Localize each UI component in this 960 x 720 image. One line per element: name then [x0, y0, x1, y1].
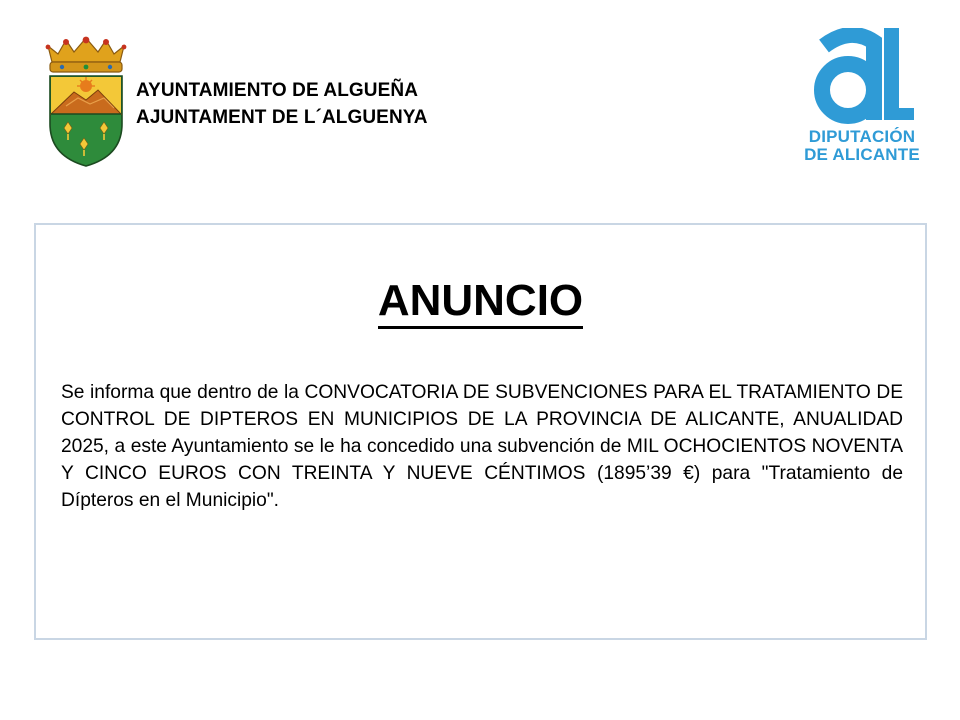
diputacion-alicante-logo — [800, 28, 924, 172]
notice-title-wrapper — [36, 275, 925, 329]
diputacion-wordmark-line2: DE ALICANTE — [804, 145, 920, 164]
coat-of-arms-icon — [44, 36, 128, 168]
diputacion-wordmark-line1: DIPUTACIÓN — [808, 127, 916, 146]
council-name-spanish: AYUNTAMIENTO DE ALGUEÑA — [136, 80, 419, 101]
notice-title: ANUNCIO — [378, 278, 583, 329]
council-names — [136, 77, 428, 131]
notice-box — [34, 223, 927, 640]
notice-body: Se informa que dentro de la CONVOCATORIA DE SUBVENCIONES PARA EL TRATAMIENTO DE CONTROL DE DIPTEROS EN MUNICIPIOS DE LA PROVINCIA DE ALICANTE, ANUALIDAD 2025, a este Ayuntamiento se le ha concedido una subvención de MIL OCHOCIENTOS NOVENTA Y CINCO EUROS CON TREINTA Y NUEVE CÉNTIMOS (1895’39 €) para "Tratamiento de Dípteros en el Municipio". — [61, 382, 903, 511]
diputacion-wordmark — [800, 128, 924, 164]
diputacion-a-mark-icon — [810, 28, 914, 126]
council-name-valencian: AJUNTAMENT DE L´ALGUENYA — [136, 107, 428, 128]
page-header — [0, 0, 960, 200]
